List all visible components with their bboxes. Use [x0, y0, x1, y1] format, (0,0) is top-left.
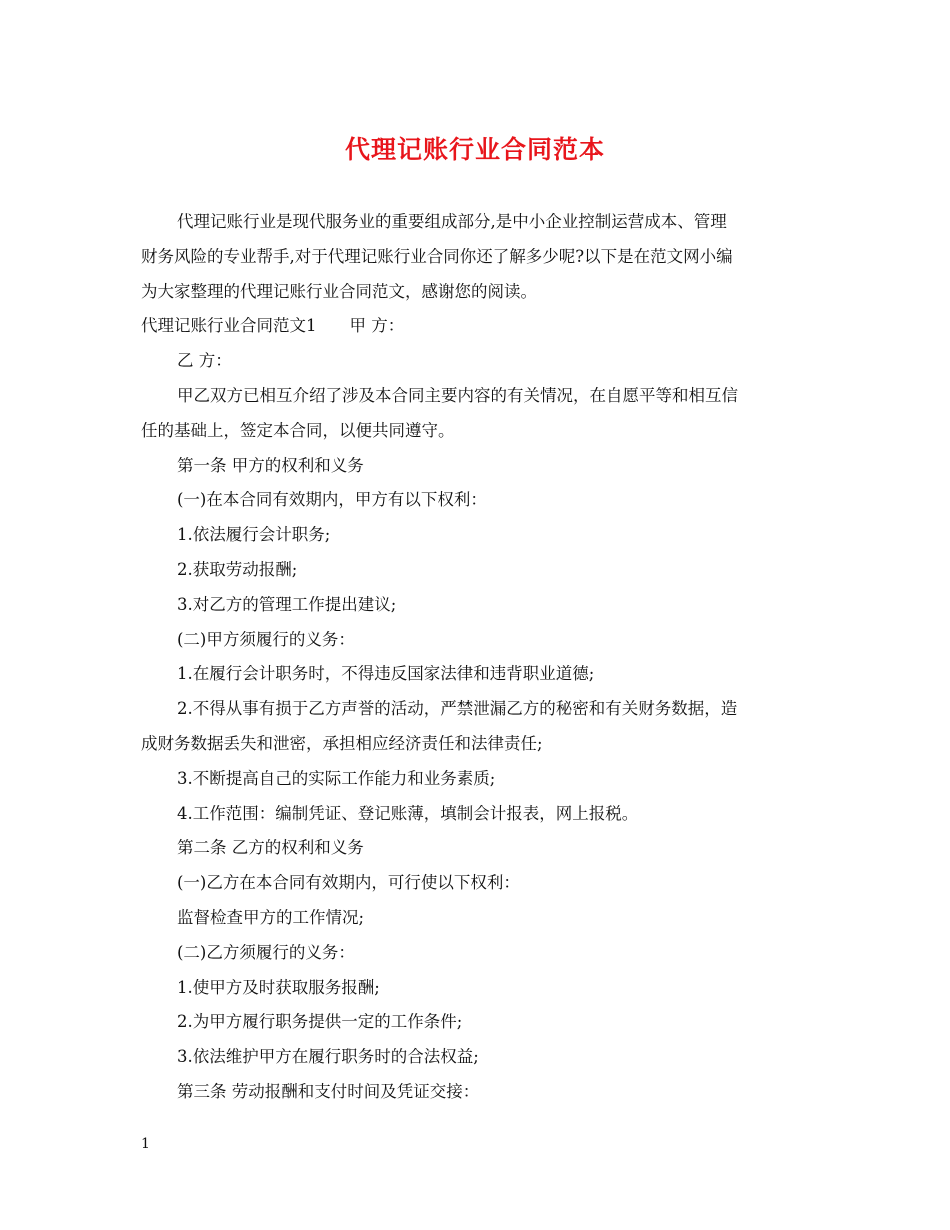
section-heading: 第一条 甲方的权利和义务 — [177, 455, 364, 475]
list-item: 2.获取劳动报酬; — [177, 559, 298, 579]
list-item: 3.依法维护甲方在履行职务时的合法权益; — [177, 1047, 479, 1067]
paragraph-line: 任的基础上，签定本合同，以便共同遵守。 — [141, 420, 455, 440]
paragraph-line: 代理记账行业是现代服务业的重要组成部分,是中小企业控制运营成本、管理 — [177, 212, 727, 231]
list-item: 2.为甲方履行职务提供一定的工作条件; — [177, 1012, 463, 1032]
paragraph-line: 成财务数据丢失和泄密，承担相应经济责任和法律责任; — [141, 733, 543, 753]
paragraph-line: 监督检查甲方的工作情况; — [177, 907, 365, 927]
page-number: 1 — [141, 1136, 150, 1152]
section-heading: 第二条 乙方的权利和义务 — [177, 838, 364, 858]
paragraph-line: (一)在本合同有效期内，甲方有以下权利： — [177, 490, 487, 510]
paragraph-line: 代理记账行业合同范文1 甲 方： — [141, 316, 405, 336]
paragraph-line: 甲乙双方已相互介绍了涉及本合同主要内容的有关情况，在自愿平等和相互信 — [177, 385, 738, 405]
document-body — [141, 205, 813, 1110]
paragraph-line: 为大家整理的代理记账行业合同范文，感谢您的阅读。 — [141, 281, 537, 301]
paragraph-line: (二)甲方须履行的义务： — [177, 629, 355, 649]
list-item: 4.工作范围：编制凭证、登记账薄，填制会计报表，网上报税。 — [177, 803, 639, 823]
paragraph-line: (二)乙方须履行的义务： — [177, 942, 355, 962]
list-item: 1.依法履行会计职务; — [177, 525, 331, 545]
list-item: 3.不断提高自己的实际工作能力和业务素质; — [177, 768, 496, 788]
paragraph-line: (一)乙方在本合同有效期内，可行使以下权利： — [177, 873, 520, 893]
paragraph-line: 乙 方： — [177, 351, 232, 371]
paragraph-line: 财务风险的专业帮手,对于代理记账行业合同你还了解多少呢?以下是在范文网小编 — [141, 246, 733, 266]
list-item: 2.不得从事有损于乙方声誉的活动，严禁泄漏乙方的秘密和有关财务数据，造 — [177, 699, 738, 719]
list-item: 1.使甲方及时获取服务报酬; — [177, 977, 380, 997]
list-item: 3.对乙方的管理工作提出建议; — [177, 594, 397, 614]
document-title: 代理记账行业合同范本 — [344, 135, 605, 164]
list-item: 1.在履行会计职务时，不得违反国家法律和违背职业道德; — [177, 664, 595, 684]
section-heading: 第三条 劳动报酬和支付时间及凭证交接： — [177, 1081, 480, 1101]
